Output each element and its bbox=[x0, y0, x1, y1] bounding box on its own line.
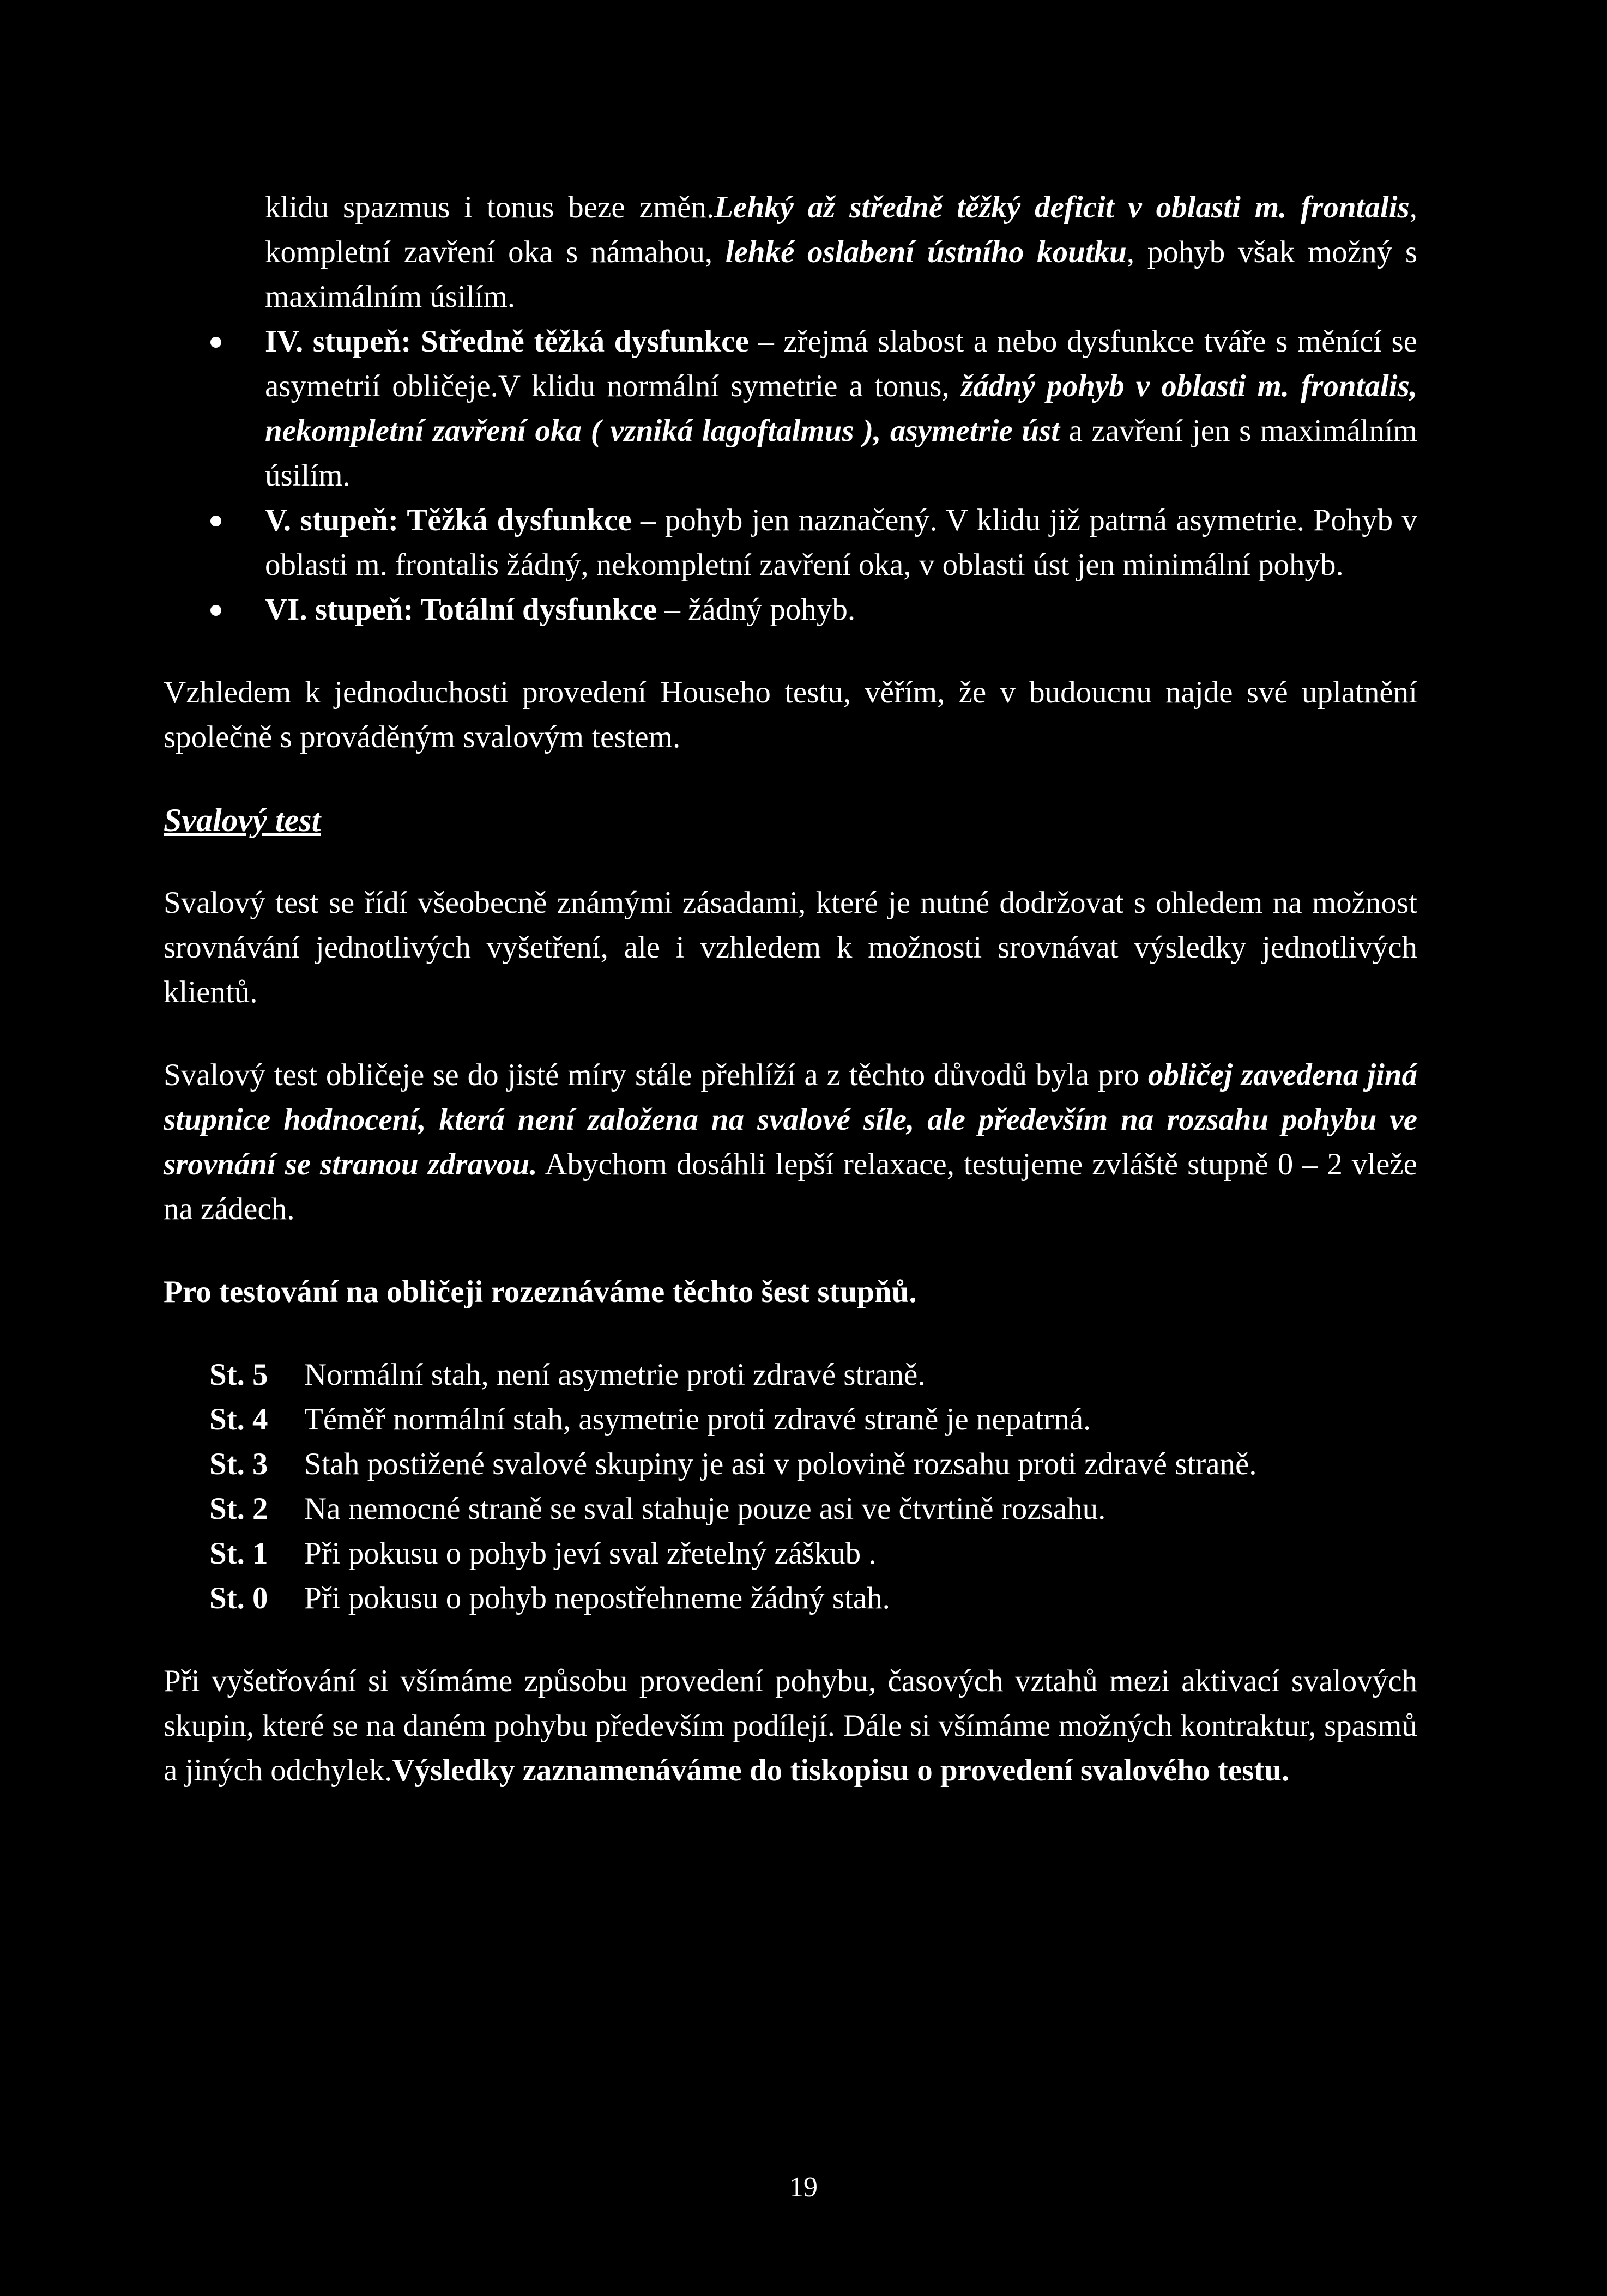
grade-label-2 bbox=[209, 1487, 268, 1531]
bullet-text-iv-2: a zavření jen s maximálním úsilím. bbox=[265, 414, 1417, 493]
grade-text: Při pokusu o pohyb nepostřehneme žádný stah. bbox=[304, 1581, 890, 1615]
face-emphasis: obličej zavedena jiná stupnice hodnocení, která není založena na svalové síle, ale především na rozsahu pohybu ve srovnání se stranou zdravou. bbox=[164, 1058, 1417, 1182]
bullet-dot-icon bbox=[210, 337, 221, 348]
grade-label-3 bbox=[209, 1442, 268, 1487]
grade-prefix: St. bbox=[209, 1447, 245, 1481]
spacer bbox=[164, 843, 1417, 881]
grade-number: 2 bbox=[252, 1492, 268, 1526]
grade-text: Téměř normální stah, asymetrie proti zdravé straně je nepatrná. bbox=[304, 1402, 1091, 1437]
section-heading-svalovy-test: Svalový test bbox=[164, 802, 321, 838]
continuation-emphasis-deficit: Lehký až středně těžký deficit v oblasti m. frontalis bbox=[714, 190, 1410, 225]
paragraph-final bbox=[164, 1659, 1417, 1793]
grade-item-1 bbox=[164, 1531, 1417, 1576]
grade-bullet-list bbox=[164, 319, 1417, 632]
grade-label-4 bbox=[209, 1397, 268, 1442]
bullet-emphasis-iv: žádný pohyb v oblasti m. frontalis, nekompletní zavření oka ( vzniká lagoftalmus ), asymetrie úst bbox=[265, 369, 1417, 448]
final-text-a: Při vyšetřování si všímáme způsobu provedení pohybu, časových vztahů mezi aktivací svalových skupin, které se na daném pohybu především podílejí. Dále si všímáme možných kontraktur, spasmů a jiných odchylek. bbox=[164, 1664, 1417, 1788]
continuation-text-a: klidu spazmus i tonus beze změn. bbox=[265, 190, 715, 225]
bullet-dot-icon bbox=[210, 605, 221, 616]
grade-number: 0 bbox=[252, 1581, 268, 1615]
grade-prefix: St. bbox=[209, 1492, 245, 1526]
grade-item-2 bbox=[164, 1487, 1417, 1531]
paragraph-test-rules: Svalový test se řídí všeobecně známými zásadami, které je nutné dodržovat s ohledem na možnost srovnávání jednotlivých vyšetření, ale i vzhledem k možnosti srovnávat výsledky jednotlivých klientů. bbox=[164, 886, 1417, 1009]
grade-item-0 bbox=[164, 1576, 1417, 1621]
paragraph-house-test: Vzhledem k jednoduchosti provedení Househo testu, věřím, že v budoucnu najde své uplatnění společně s prováděným svalovým testem. bbox=[164, 675, 1417, 754]
grade-text: Na nemocné straně se sval stahuje pouze asi ve čtvrtině rozsahu. bbox=[304, 1492, 1106, 1526]
grades-intro: Pro testování na obličeji rozeznáváme těchto šest stupňů. bbox=[164, 1275, 917, 1309]
spacer bbox=[164, 760, 1417, 798]
final-emphasis: Výsledky zaznamenáváme do tiskopisu o provedení svalového testu. bbox=[392, 1753, 1290, 1788]
paragraph-face-test bbox=[164, 1053, 1417, 1232]
grade-label-1 bbox=[209, 1531, 268, 1576]
bullet-item-iv bbox=[164, 319, 1417, 498]
page-number: 19 bbox=[789, 2172, 818, 2203]
spacer bbox=[164, 1314, 1417, 1353]
grade-number: 3 bbox=[252, 1447, 268, 1481]
bullet-item-vi bbox=[164, 587, 1417, 632]
bullet-dot-icon bbox=[210, 516, 221, 526]
grade-item-5 bbox=[164, 1353, 1417, 1397]
grade-item-3 bbox=[164, 1442, 1417, 1487]
continuation-text-e: , pohyb však možný s maximálním úsilím. bbox=[265, 235, 1417, 314]
grade-number: 5 bbox=[252, 1358, 268, 1392]
grade-item-4 bbox=[164, 1397, 1417, 1442]
grade-prefix: St. bbox=[209, 1358, 245, 1392]
grade-label-0 bbox=[209, 1576, 268, 1621]
grade-number: 1 bbox=[252, 1536, 268, 1571]
bullet-text-iv-1: – zřejmá slabost a nebo dysfunkce tváře s měnící se asymetrií obličeje.V klidu normální symetrie a tonus, bbox=[265, 324, 1417, 403]
bullet-head-v: V. stupeň: Těžká dysfunkce bbox=[265, 503, 632, 537]
spacer bbox=[164, 1015, 1417, 1053]
page-content bbox=[164, 185, 1417, 1793]
grade-number: 4 bbox=[252, 1402, 268, 1437]
grade-text: Normální stah, není asymetrie proti zdravé straně. bbox=[304, 1358, 926, 1392]
spacer bbox=[164, 1621, 1417, 1659]
grade-text: Stah postižené svalové skupiny je asi v polovině rozsahu proti zdravé straně. bbox=[304, 1447, 1257, 1481]
grade-prefix: St. bbox=[209, 1581, 245, 1615]
spacer bbox=[164, 632, 1417, 670]
bullet-text-vi: – žádný pohyb. bbox=[657, 592, 856, 627]
continuation-text-c: , kompletní zavření oka s námahou, bbox=[265, 190, 1417, 269]
bullet-head-iv: IV. stupeň: Středně těžká dysfunkce bbox=[265, 324, 749, 359]
grade-text: Při pokusu o pohyb jeví sval zřetelný záškub . bbox=[304, 1536, 877, 1571]
grade-scale-list bbox=[164, 1353, 1417, 1621]
continuation-emphasis-mouth: lehké oslabení ústního koutku bbox=[725, 235, 1127, 269]
bullet-item-v bbox=[164, 498, 1417, 587]
face-text-a: Svalový test obličeje se do jisté míry stále přehlíží a z těchto důvodů byla pro bbox=[164, 1058, 1148, 1092]
bullet-head-vi: VI. stupeň: Totální dysfunkce bbox=[265, 592, 657, 627]
bullet-text-v: – pohyb jen naznačený. V klidu již patrná asymetrie. Pohyb v oblasti m. frontalis žádný, nekompletní zavření oka, v oblasti úst jen minimální pohyb. bbox=[265, 503, 1417, 582]
grade-label-5 bbox=[209, 1353, 268, 1397]
grade-prefix: St. bbox=[209, 1536, 245, 1571]
grade-prefix: St. bbox=[209, 1402, 245, 1437]
continuation-paragraph bbox=[164, 185, 1417, 319]
spacer bbox=[164, 1232, 1417, 1270]
face-text-c: Abychom dosáhli lepší relaxace, testujeme zvláště stupně 0 – 2 vleže na zádech. bbox=[164, 1147, 1417, 1226]
